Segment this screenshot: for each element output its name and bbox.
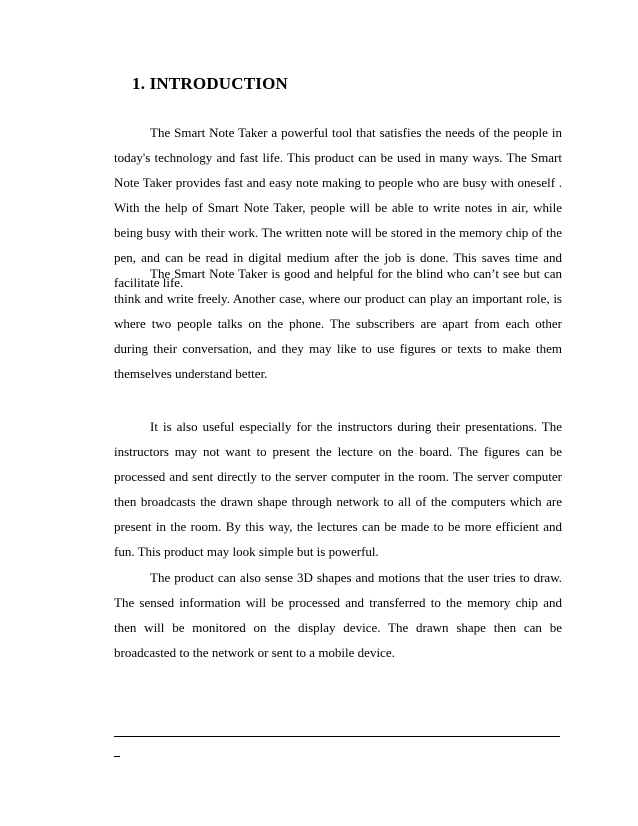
footer-divider: [114, 736, 560, 737]
paragraph: It is also useful especially for the instructors during their presentations. The instructors may not want to present the lecture on the board. The figures can be processed and sent directly to the server computer in the room. The server computer then broadcasts the drawn shape through network to all of the computers which are present in the room. By this way, the lectures can be made to be more efficient and fun. This product may look simple but is powerful.: [114, 419, 562, 559]
footer-divider-tail: [114, 756, 120, 757]
paragraph: The product can also sense 3D shapes and motions that the user tries to draw. The sensed information will be processed and transferred to the memory chip and then will be monitored on the display device. The drawn shape then can be broadcasted to the network or sent to a mobile device.: [114, 570, 562, 660]
paragraph: The Smart Note Taker a powerful tool that satisfies the needs of the people in today's technology and fast life. This product can be used in many ways. The Smart Note Taker provides fast and easy note making to people who are busy with oneself . With the help of Smart Note Taker, people will be able to write notes in air, while being busy with their work. The written note will be stored in the memory chip of the pen, and can be read in digital medium after the job is done. This saves time and facilitate life.: [114, 125, 562, 290]
section-heading: 1. INTRODUCTION: [132, 74, 289, 93]
paragraph: The Smart Note Taker is good and helpful for the blind who can’t see but can think and write freely. Another case, where our product can play an important role, is where two people talks on the phone. The subscribers are apart from each other during their conversation, and they may like to use figures or texts to make them themselves understand better.: [114, 266, 562, 381]
